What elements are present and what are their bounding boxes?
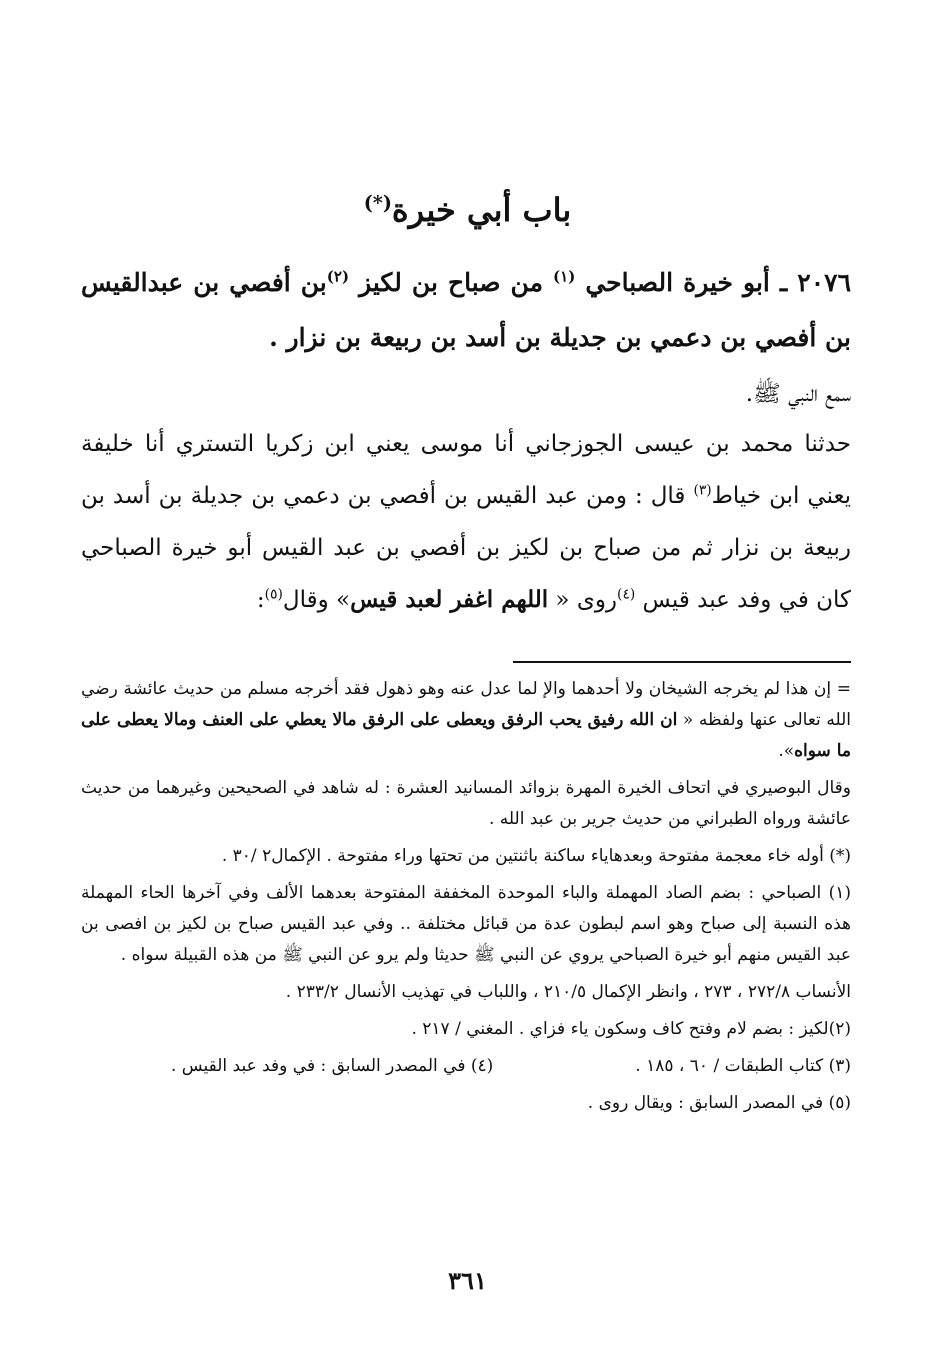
- chapter-title: [0, 188, 935, 232]
- chapter-title-text: باب أبي خيرة: [391, 191, 572, 229]
- narration-paragraph: [81, 418, 851, 626]
- narration-part5: :: [256, 587, 265, 613]
- footnote-continuation-end: ».: [778, 741, 795, 761]
- entry-number: ٢٠٧٦: [797, 268, 852, 297]
- page-number: ٣٦١: [448, 1266, 487, 1295]
- chapter-title-footnote-mark: (*): [363, 191, 392, 215]
- footnote-2: (٢)لكيز : بضم لام وفتح كاف وسكون ياء فزاي . المغني / ٢١٧ .: [411, 1019, 851, 1039]
- entry-name-part1: أبو خيرة الصباحي: [575, 268, 770, 297]
- footnote-5: (٥) في المصدر السابق : ويقال روى .: [587, 1093, 851, 1113]
- narration-part4: » وقال: [282, 587, 351, 613]
- entry-dash: ـ: [769, 268, 798, 297]
- footnotes-section: [81, 674, 851, 1125]
- heard-line: سمع النبي ﷺ.: [745, 381, 851, 407]
- footnote-ref-3: (٣): [693, 482, 712, 499]
- footnote-ref-1: (١): [553, 267, 576, 286]
- entry-heading: [81, 255, 851, 365]
- footnote-ref-5: (٥): [264, 586, 283, 603]
- footnote-star: (*) أوله خاء معجمة مفتوحة وبعدهاياء ساكنة باثنتين من تحتها وراء مفتوحة . الإكمال٢ /٣٠ .: [221, 846, 851, 866]
- footnote-4: (٤) في المصدر السابق : في وفد عبد القيس .: [171, 1056, 494, 1076]
- entry-name-part3: بن أفصي بن عبدالقيس بن أفصي بن دعمي بن جديلة بن أسد بن ربيعة بن نزار .: [81, 268, 851, 352]
- entry-name-part2: من صباح بن لكيز: [349, 268, 554, 297]
- footnote-continuation-text: = إن هذا لم يخرجه الشيخان ولا أحدهما والإ لما عدل عنه وهو ذهول فقد أخرجه مسلم من حديث عائشة رضي الله تعالى عنها ولفظه «: [81, 679, 851, 730]
- footnote-1-references: الأنساب ٢٧٢/٨ ، ٢٧٣ ، وانظر الإكمال ٢١٠/٥ ، واللباب في تهذيب الأنسال ٢٣٣/٢ .: [285, 982, 851, 1002]
- narration-part2: قال : ومن عبد القيس بن أفصي بن دعمي بن جديلة بن أسد بن ربيعة بن نزار ثم من صباح بن لكيز بن أفصي بن عبد القيس أبو خيرة الصباحي كان في وفد عبد قيس: [81, 483, 851, 613]
- footnote-ref-4: (٤): [617, 586, 636, 603]
- footnote-row-3-4: [81, 1051, 851, 1082]
- footnote-divider: [513, 661, 851, 663]
- narration-part1: حدثنا محمد بن عيسى الجوزجاني أنا موسى يعني ابن زكريا التستري أنا خليفة يعني ابن خياط: [81, 431, 852, 509]
- footnote-3: (٣) كتاب الطبقات / ٦٠ ، ١٨٥ .: [635, 1056, 851, 1076]
- footnote-busiri: وقال البوصيري في اتحاف الخيرة المهرة بزوائد المسانيد العشرة : له شاهد في الصحيحين وغيرهما من حديث عائشة ورواه الطبراني من حديث جرير بن عبد الله .: [81, 778, 851, 829]
- footnote-continuation-quote: ان الله رفيق يحب الرفق ويعطى على الرفق مالا يعطي على العنف ومالا يعطى على ما سواه: [81, 710, 851, 761]
- footnote-1: (١) الصباحي : بضم الصاد المهملة والباء الموحدة المخففة المفتوحة بعدهما الألف وفي آخرها الحاء المهملة هذه النسبة إلى صباح وهو اسم لبطون عدة من قبائل مختلفة .. وفي عبد القيس صباح بن لكيز بن افصى بن عبد القيس منهم أبو خيرة الصباحي يروي عن النبي ﷺ حديثا ولم يرو عن النبي ﷺ من هذه القبيلة سواه .: [81, 883, 851, 965]
- footnote-ref-2: (٢): [326, 267, 350, 286]
- footnote-continuation: [81, 674, 851, 767]
- hadith-quote: اللهم اغفر لعبد قيس: [350, 586, 549, 613]
- narration-part3: روى «: [548, 587, 618, 613]
